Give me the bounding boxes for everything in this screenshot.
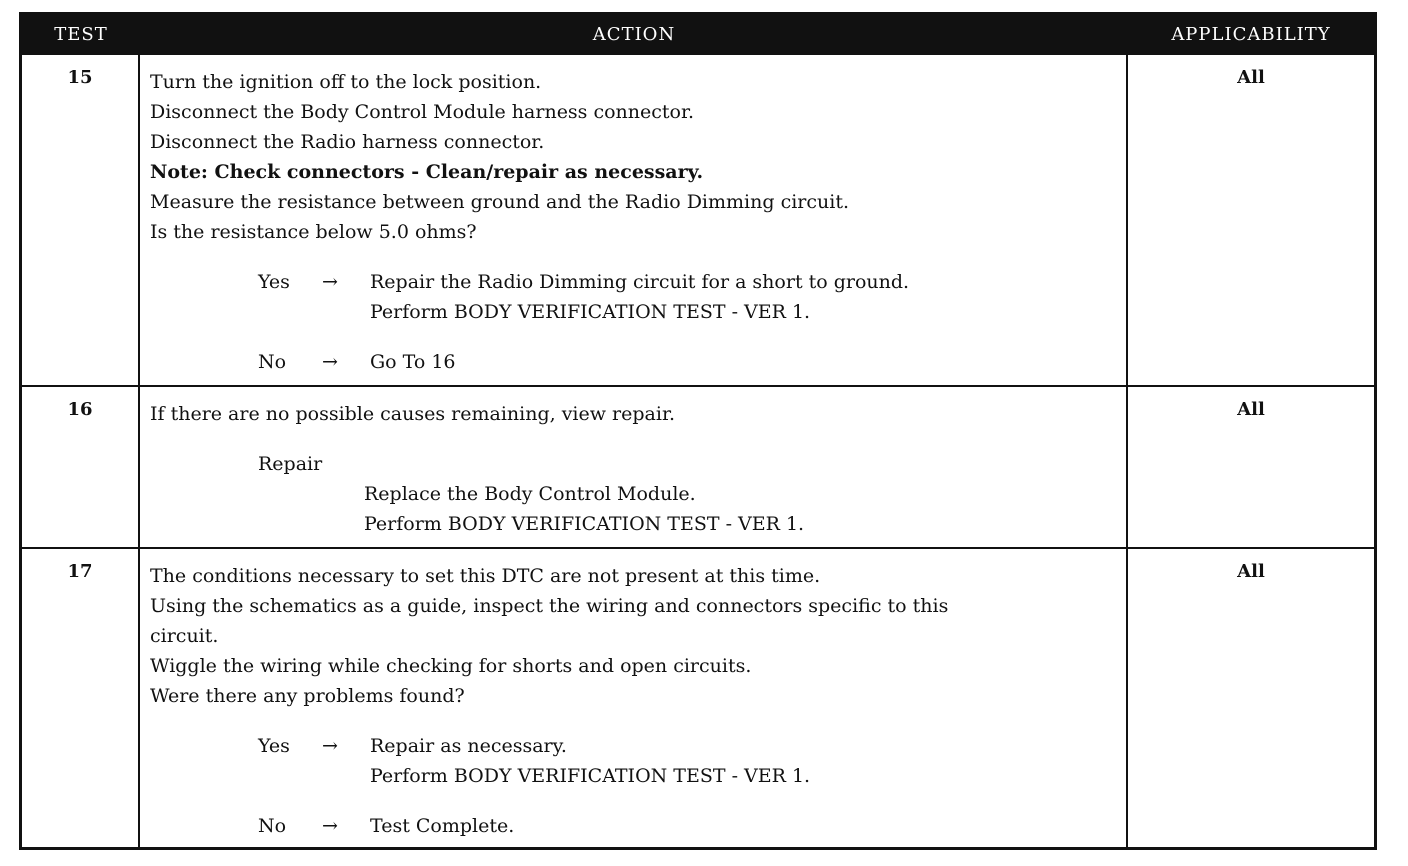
applicability-cell bbox=[1128, 55, 1374, 385]
yes-option-cont bbox=[150, 297, 1126, 327]
header-applicability: APPLICABILITY bbox=[1171, 24, 1331, 45]
action-line: Disconnect the Body Control Module harness connector. bbox=[150, 101, 695, 123]
right-arrow-icon: → bbox=[322, 351, 338, 373]
yes-option bbox=[150, 267, 1126, 297]
applicability-cell bbox=[1128, 387, 1374, 547]
action-cell bbox=[140, 549, 1128, 847]
no-label: No bbox=[258, 351, 287, 373]
action-line: Were there any problems found? bbox=[150, 685, 465, 707]
table-row-15 bbox=[22, 55, 1374, 385]
applicability-value: All bbox=[1237, 561, 1265, 582]
yes-label: Yes bbox=[258, 271, 290, 293]
yes-option bbox=[150, 731, 1126, 761]
diagnostic-table bbox=[19, 12, 1377, 850]
repair-text-line bbox=[150, 509, 1126, 539]
no-option bbox=[150, 347, 1126, 377]
no-text: Test Complete. bbox=[370, 815, 515, 837]
action-note: Note: Check connectors - Clean/repair as necessary. bbox=[150, 161, 704, 183]
repair-label: Repair bbox=[258, 453, 323, 475]
action-line: Using the schematics as a guide, inspect the wiring and connectors specific to this bbox=[150, 595, 949, 617]
action-line: circuit. bbox=[150, 625, 219, 647]
no-label: No bbox=[258, 815, 287, 837]
right-arrow-icon: → bbox=[322, 735, 338, 757]
test-cell bbox=[22, 55, 140, 385]
test-number: 17 bbox=[67, 561, 93, 582]
action-line: Wiggle the wiring while checking for shorts and open circuits. bbox=[150, 655, 752, 677]
yes-text: Repair the Radio Dimming circuit for a short to ground. bbox=[370, 271, 910, 293]
yes-text-2: Perform BODY VERIFICATION TEST - VER 1. bbox=[370, 301, 811, 323]
repair-text: Replace the Body Control Module. bbox=[364, 483, 696, 505]
no-text: Go To 16 bbox=[370, 351, 456, 373]
action-line: Is the resistance below 5.0 ohms? bbox=[150, 221, 477, 243]
action-line: If there are no possible causes remaining, view repair. bbox=[150, 403, 675, 425]
action-cell bbox=[140, 387, 1128, 547]
test-number: 15 bbox=[67, 67, 93, 88]
table-row-16 bbox=[22, 385, 1374, 547]
no-option bbox=[150, 811, 1126, 841]
test-cell bbox=[22, 387, 140, 547]
yes-text: Repair as necessary. bbox=[370, 735, 567, 757]
yes-text-2: Perform BODY VERIFICATION TEST - VER 1. bbox=[370, 765, 811, 787]
table-header bbox=[22, 15, 1374, 55]
test-cell bbox=[22, 549, 140, 847]
action-line: Turn the ignition off to the lock position. bbox=[150, 71, 542, 93]
applicability-cell bbox=[1128, 549, 1374, 847]
action-line: Measure the resistance between ground and the Radio Dimming circuit. bbox=[150, 191, 849, 213]
applicability-value: All bbox=[1237, 67, 1265, 88]
test-number: 16 bbox=[67, 399, 93, 420]
action-line: The conditions necessary to set this DTC are not present at this time. bbox=[150, 565, 821, 587]
applicability-value: All bbox=[1237, 399, 1265, 420]
repair-option bbox=[150, 449, 1126, 479]
action-line: Disconnect the Radio harness connector. bbox=[150, 131, 545, 153]
action-cell bbox=[140, 55, 1128, 385]
right-arrow-icon: → bbox=[322, 271, 338, 293]
table-row-17 bbox=[22, 547, 1374, 847]
header-action: ACTION bbox=[592, 24, 676, 45]
header-test: TEST bbox=[54, 24, 108, 45]
yes-label: Yes bbox=[258, 735, 290, 757]
right-arrow-icon: → bbox=[322, 815, 338, 837]
yes-option-cont bbox=[150, 761, 1126, 791]
repair-text-2: Perform BODY VERIFICATION TEST - VER 1. bbox=[364, 513, 805, 535]
repair-text-line bbox=[150, 479, 1126, 509]
